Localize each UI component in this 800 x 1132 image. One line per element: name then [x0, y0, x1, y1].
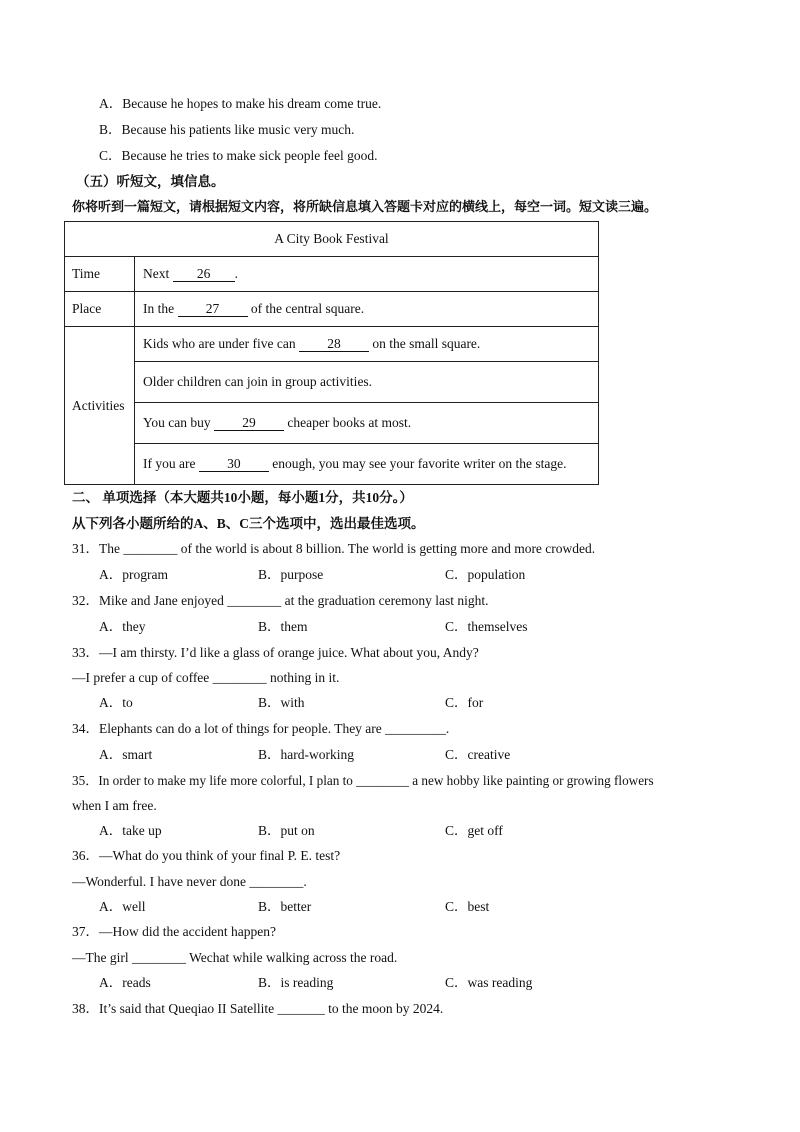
q33-option-c: C．for: [445, 695, 484, 710]
prev-option-b: B．Because his patients like music very much.: [99, 122, 355, 137]
blank-30: 30: [199, 456, 269, 472]
q33-option-a: A．to: [99, 695, 133, 710]
question-33: 33．—I am thirsty. I’d like a glass of orange juice. What about you, Andy?: [72, 645, 479, 660]
q31-option-a: A．program: [99, 567, 168, 582]
part2-heading: 二、 单项选择（本大题共10小题，每小题1分，共10分。）: [72, 490, 413, 505]
festival-table: [64, 221, 599, 485]
question-33-line2: —I prefer a cup of coffee ________ nothing in it.: [72, 670, 340, 685]
act1-pre: Kids who are under five can: [143, 336, 296, 351]
blank-29: 29: [214, 415, 284, 431]
question-38: 38．It’s said that Queqiao II Satellite _______ to the moon by 2024.: [72, 1001, 444, 1016]
q36-option-a: A．well: [99, 899, 146, 914]
q35-option-a: A．take up: [99, 823, 162, 838]
act4-post: enough, you may see your favorite writer on the stage.: [272, 456, 567, 471]
question-34: 34．Elephants can do a lot of things for people. They are _________.: [72, 721, 450, 736]
q35-option-b: B．put on: [258, 823, 315, 838]
q34-option-a: A．smart: [99, 747, 153, 762]
question-37-line2: —The girl ________ Wechat while walking across the road.: [72, 950, 398, 965]
question-35: 35．In order to make my life more colorful, I plan to ________ a new hobby like painting or growing flowers: [72, 773, 654, 788]
activities-label: Activities: [65, 327, 135, 485]
place-pre: In the: [143, 301, 175, 316]
time-pre: Next: [143, 266, 170, 281]
q34-option-b: B．hard-working: [258, 747, 354, 762]
question-36-line2: —Wonderful. I have never done ________.: [72, 874, 307, 889]
question-32: 32．Mike and Jane enjoyed ________ at the graduation ceremony last night.: [72, 593, 489, 608]
act4-pre: If you are: [143, 456, 196, 471]
table-title: A City Book Festival: [65, 222, 599, 257]
prev-option-c: C．Because he tries to make sick people feel good.: [99, 148, 378, 163]
q31-option-c: C．population: [445, 567, 526, 582]
section5-instruction: 你将听到一篇短文，请根据短文内容，将所缺信息填入答题卡对应的横线上，每空一词。短文读三遍。: [72, 199, 658, 214]
place-cell: [135, 292, 599, 327]
time-label: Time: [65, 257, 135, 292]
time-post: .: [234, 266, 238, 281]
activity-1: [135, 327, 599, 362]
q32-option-a: A．they: [99, 619, 146, 634]
activity-2: Older children can join in group activities.: [135, 362, 599, 403]
blank-27: 27: [178, 301, 248, 317]
q34-option-c: C．creative: [445, 747, 511, 762]
blank-28: 28: [299, 336, 369, 352]
blank-26: 26: [173, 266, 235, 282]
act3-pre: You can buy: [143, 415, 211, 430]
time-cell: [135, 257, 599, 292]
q33-option-b: B．with: [258, 695, 305, 710]
q31-option-b: B．purpose: [258, 567, 324, 582]
prev-option-a: A．Because he hopes to make his dream come true.: [99, 96, 382, 111]
part2-instruction: 从下列各小题所给的A、B、C三个选项中，选出最佳选项。: [72, 516, 425, 531]
place-post: of the central square.: [250, 301, 365, 316]
place-label: Place: [65, 292, 135, 327]
question-36: 36．—What do you think of your final P. E. test?: [72, 848, 341, 863]
question-31: 31．The ________ of the world is about 8 billion. The world is getting more and more crowded.: [72, 541, 596, 556]
q36-option-b: B．better: [258, 899, 312, 914]
q37-option-c: C．was reading: [445, 975, 533, 990]
activity-4: [135, 444, 599, 485]
q36-option-c: C．best: [445, 899, 490, 914]
q37-option-a: A．reads: [99, 975, 151, 990]
act1-post: on the small square.: [372, 336, 481, 351]
section5-heading: （五）听短文，填信息。: [76, 174, 225, 189]
q32-option-c: C．themselves: [445, 619, 528, 634]
activity-3: [135, 403, 599, 444]
act3-post: cheaper books at most.: [287, 415, 412, 430]
q35-option-c: C．get off: [445, 823, 503, 838]
q37-option-b: B．is reading: [258, 975, 334, 990]
question-35-line2: when I am free.: [72, 798, 157, 813]
question-37: 37．—How did the accident happen?: [72, 924, 276, 939]
q32-option-b: B．them: [258, 619, 308, 634]
